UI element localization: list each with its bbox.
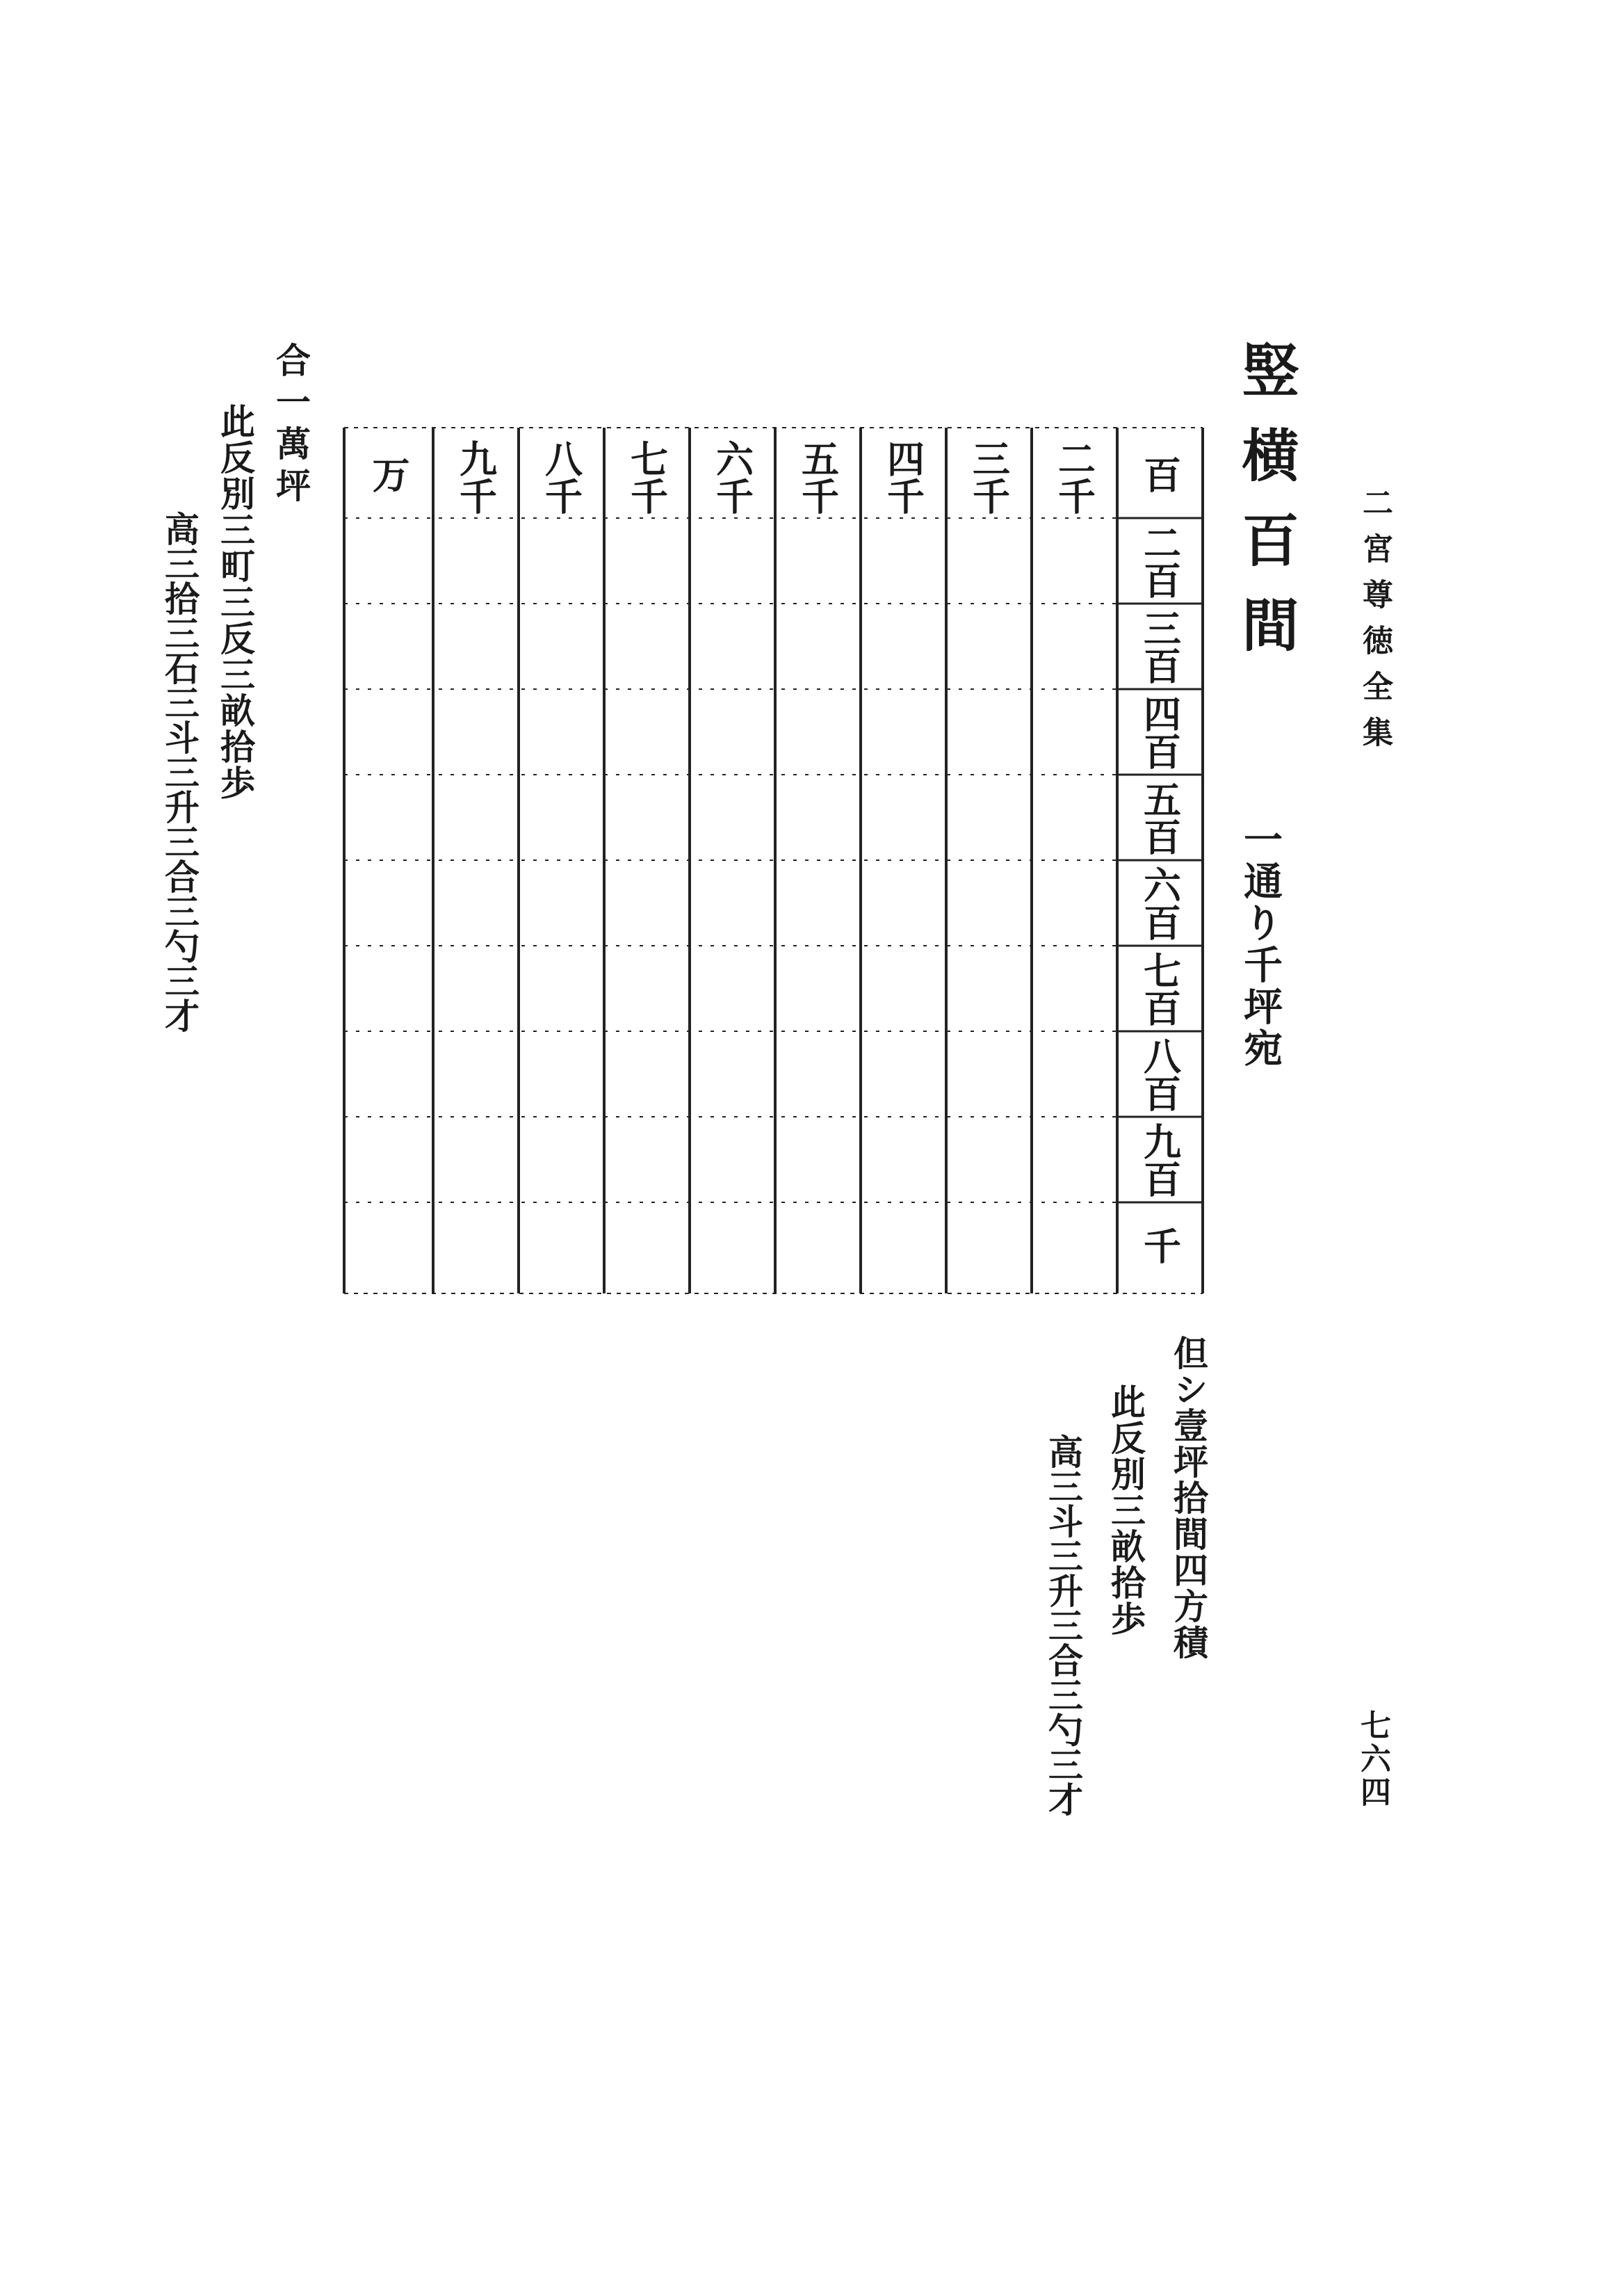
column-header: 二千 [1052, 439, 1097, 515]
total-line-2: 此反別三町三反三畝拾歩 [215, 403, 256, 801]
column-header: 九千 [453, 439, 498, 515]
column-header: 八千 [539, 439, 584, 515]
section-subheading: 一通り千坪宛 [1237, 819, 1283, 1070]
section-heading: 竪横百間 [1233, 341, 1299, 680]
column-header: 五千 [795, 439, 841, 515]
first-column-cell: 六百 [1137, 866, 1183, 941]
first-column-cell: 三百 [1137, 609, 1183, 684]
column-header: 百 [1137, 455, 1183, 493]
first-column-cell: 八百 [1137, 1037, 1183, 1112]
column-header: 四千 [881, 439, 926, 515]
note-line-1: 但シ壹坪拾間四方積 [1168, 1335, 1209, 1661]
first-column-cell: 七百 [1137, 951, 1183, 1026]
column-header: 七千 [624, 439, 669, 515]
note-line-2: 此反別三畝拾歩 [1105, 1384, 1146, 1637]
first-column-cell: 五百 [1137, 780, 1183, 855]
first-column-cell: 千 [1137, 1227, 1183, 1264]
note-line-3: 高三斗三升三合三勺三才 [1043, 1434, 1084, 1816]
column-header: 三千 [966, 439, 1012, 515]
running-head: 二宮尊徳全集 [1357, 487, 1392, 762]
first-column-cell: 九百 [1137, 1122, 1183, 1197]
total-line-3: 高三拾三石三斗三升三合三勺三才 [159, 511, 200, 1033]
total-line-1: 合一萬坪 [270, 342, 311, 509]
first-column-cell: 二百 [1137, 524, 1183, 599]
column-header: 六千 [710, 439, 755, 515]
page-number: 七六四 [1355, 1709, 1390, 1809]
column-header: 万 [366, 455, 411, 493]
first-column-cell: 四百 [1137, 695, 1183, 770]
